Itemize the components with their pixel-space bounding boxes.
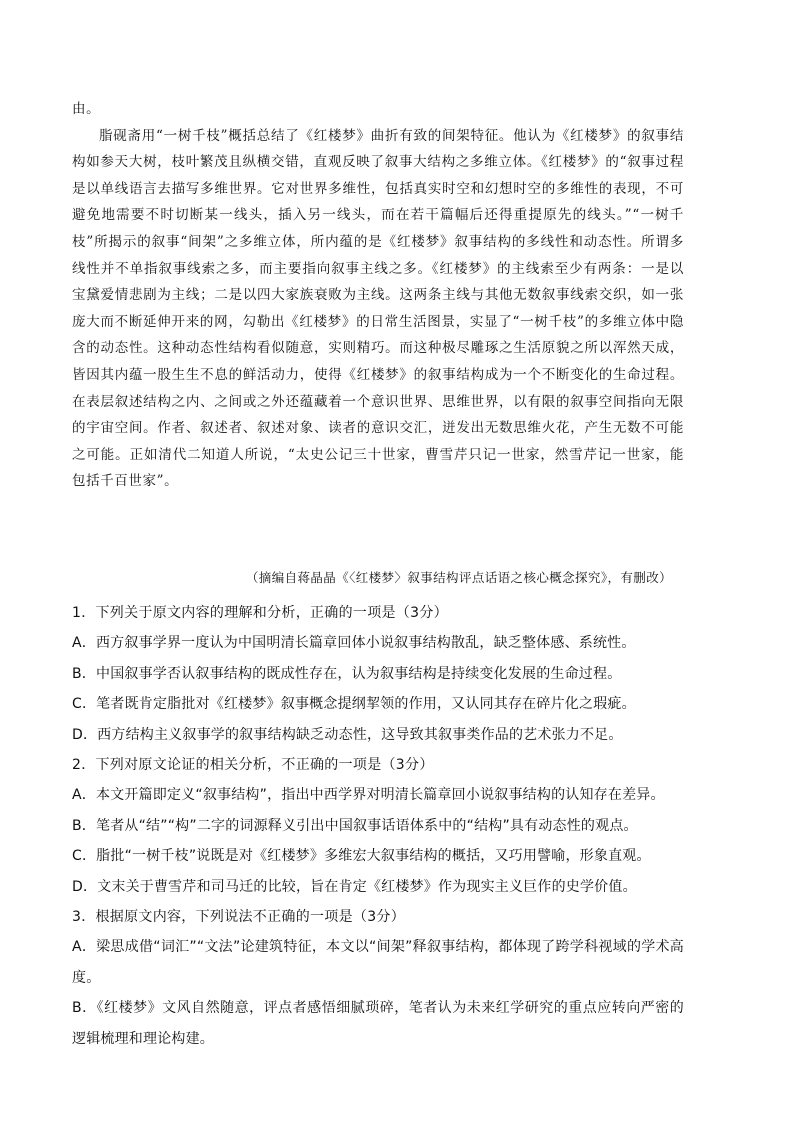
question-stem: 1．下列关于原文内容的理解和分析，正确的一项是（3分） <box>72 605 448 621</box>
reading-passage <box>72 96 684 495</box>
question-2 <box>72 750 684 902</box>
option-b[interactable]: B．笔者从“结”“构”二字的词源释义引出中国叙事话语体系中的“结构”具有动态性的观点。 <box>72 817 638 834</box>
passage-source: （摘编自蒋晶晶《〈红楼梦〉叙事结构评点话语之核心概念探究》，有删改） <box>245 570 672 585</box>
question-list <box>72 598 684 1054</box>
option-a[interactable]: A．西方叙事学界一度认为中国明清长篇章回体小说叙事结构散乱，缺乏整体感、系统性。 <box>72 635 636 652</box>
passage-paragraph: 脂砚斋用“一树千枝”概括总结了《红楼梦》曲折有致的间架特征。他认为《红楼梦》的叙事结构如参天大树，枝叶繁茂且纵横交错，直观反映了叙事大结构之多维立体。《红楼梦》的“叙事过程是以单线语言去描写多维世界。它对世界多维性，包括真实时空和幻想时空的多维性的表现，不可避免地需要不时切断某一线头，插入另一线头，而在若干篇幅后还得重提原先的线头。”“一树千枝”所揭示的叙事“间架”之多维立体，所内蕴的是《红楼梦》叙事结构的多线性和动态性。所谓多线性并不单指叙事线索之多，而主要指向叙事主线之多。《红楼梦》的主线索至少有两条：一是以宝黛爱情悲剧为主线；二是以四大家族衰败为主线。这两条主线与其他无数叙事线索交织，如一张庞大而不断延伸开来的网，勾勒出《红楼梦》的日常生活图景，实显了“一树千枝”的多维立体中隐含的动态性。这种动态性结构看似随意，实则精巧。而这种极尽雕琢之生活原貌之所以浑然天成，皆因其内蕴一股生生不息的鲜活动力，使得《红楼梦》的叙事结构成为一个不断变化的生命过程。在表层叙述结构之内、之间或之外还蕴藏着一个意识世界、思维世界，以有限的叙事空间指向无限的宇宙空间。作者、叙述者、叙述对象、读者的意识交汇，迸发出无数思维火花，产生无数不可能之可能。正如清代二知道人所说，“太史公记三十世家，曹雪芹只记一世家，然雪芹记一世家，能包括千百世家”。 <box>72 127 684 490</box>
question-stem: 3．根据原文内容，下列说法不正确的一项是（3分） <box>72 909 406 926</box>
option-a[interactable]: A．本文开篇即定义“叙事结构”，指出中西学界对明清长篇章回小说叙事结构的认知存在差异。 <box>72 787 665 804</box>
question-1 <box>72 598 684 750</box>
option-d[interactable]: D．西方结构主义叙事学的叙事结构缺乏动态性，这导致其叙事类作品的艺术张力不足。 <box>72 726 623 743</box>
question-stem: 2．下列对原文论证的相关分析，不正确的一项是（3分） <box>72 757 434 774</box>
option-b[interactable]: B．中国叙事学否认叙事结构的既成性存在，认为叙事结构是持续变化发展的生命过程。 <box>72 665 622 682</box>
option-b[interactable]: B．《红楼梦》文风自然随意，评点者感悟细腻琐碎，笔者认为未来红学研究的重点应转向严密的逻辑梳理和理论构建。 <box>72 1000 684 1047</box>
option-c[interactable]: C．脂批“一树千枝”说既是对《红楼梦》多维宏大叙事结构的概括，又巧用譬喻，形象直观。 <box>72 848 651 865</box>
option-a[interactable]: A．梁思成借“词汇”“文法”论建筑特征，本文以“间架”释叙事结构，都体现了跨学科视域的学术高度。 <box>72 939 684 986</box>
question-3 <box>72 902 684 1054</box>
passage-fragment-line: 由。 <box>72 101 101 117</box>
option-d[interactable]: D．文末关于曹雪芹和司马迁的比较，旨在肯定《红楼梦》作为现实主义巨作的史学价值。 <box>72 878 637 895</box>
option-c[interactable]: C．笔者既肯定脂批对《红楼梦》叙事概念提纲挈领的作用，又认同其存在碎片化之瑕疵。 <box>72 696 636 713</box>
